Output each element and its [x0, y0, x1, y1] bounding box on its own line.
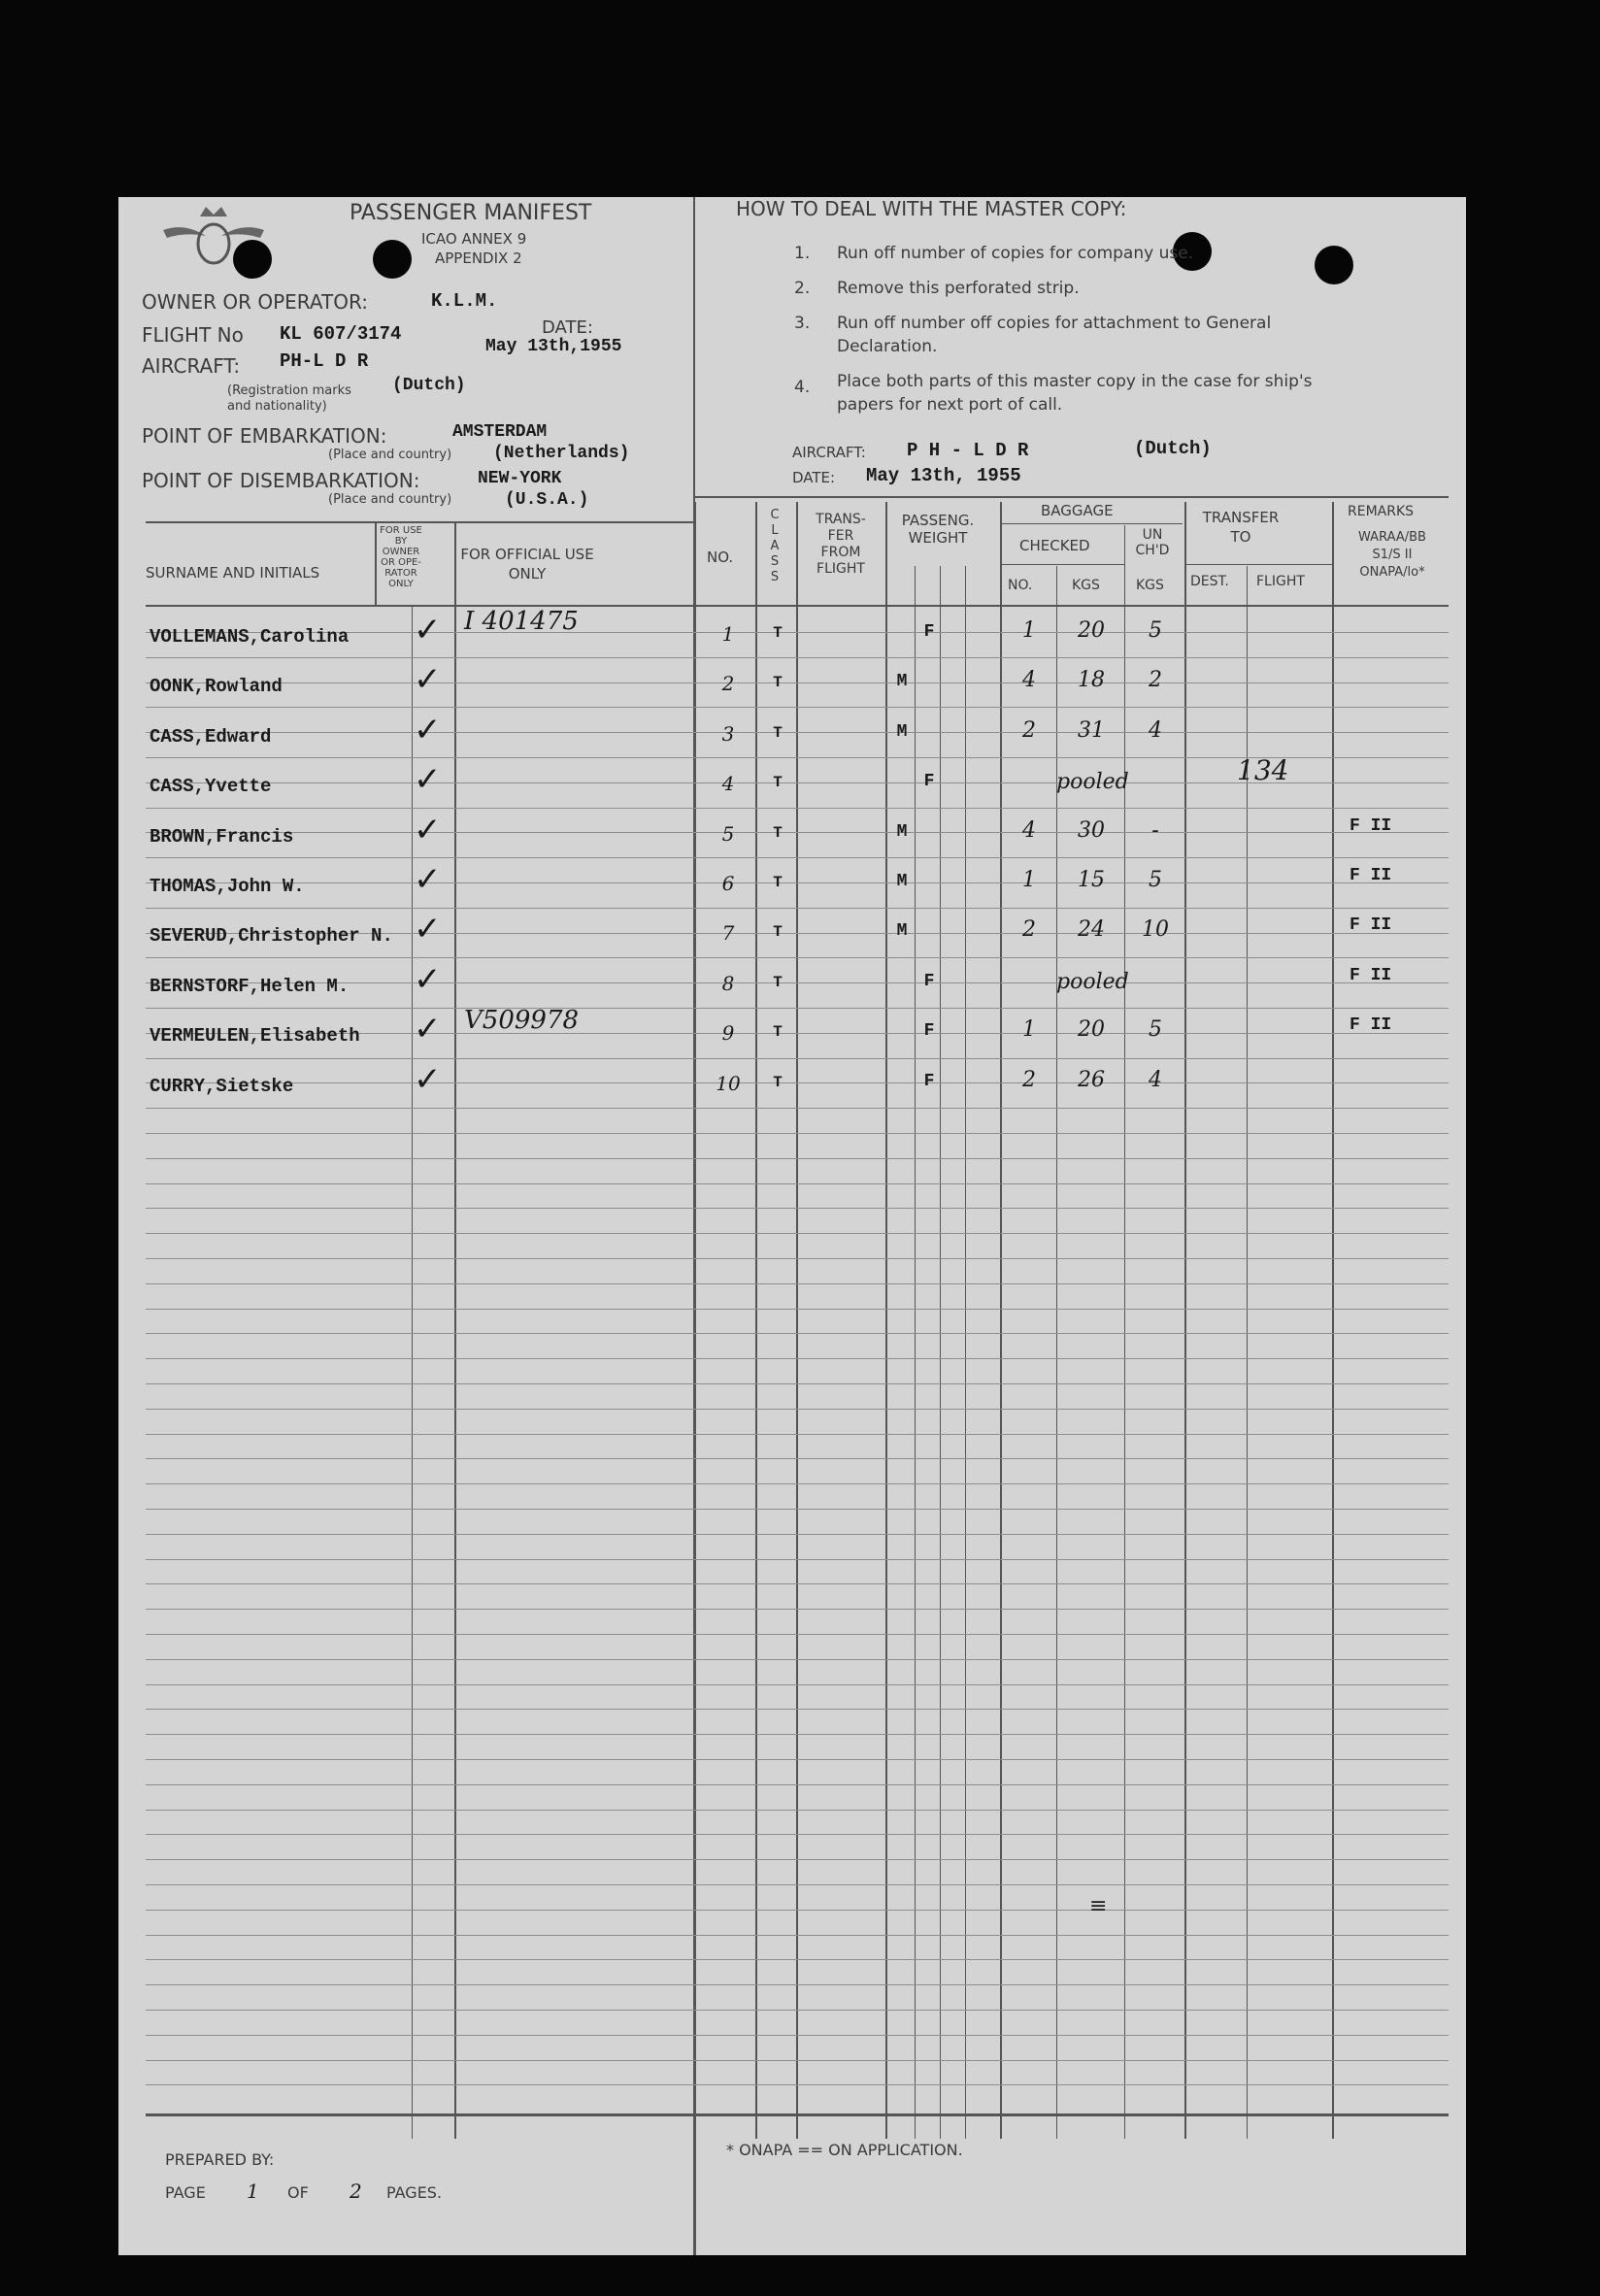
disembark-label: POINT OF DISEMBARKATION:	[142, 469, 420, 492]
disembark-country: (U.S.A.)	[505, 490, 589, 510]
baggage-kgs: 31	[1078, 717, 1105, 743]
remarks-value: F II	[1350, 965, 1392, 985]
col-transfer-from: TRANS- FER FROM FLIGHT	[816, 512, 866, 577]
unchecked-kgs: 5	[1149, 868, 1162, 892]
baggage-count: 2	[1022, 1067, 1036, 1092]
check-mark: ✓	[414, 860, 442, 899]
date-label: DATE:	[542, 317, 593, 338]
aircraft-value: PH-L D R	[280, 350, 369, 372]
passenger-name: OONK,Rowland	[150, 676, 283, 698]
passenger-sex: M	[896, 672, 908, 692]
of-value: 2	[350, 2180, 362, 2203]
row-class: T	[773, 823, 783, 842]
baggage-count: 4	[1022, 668, 1036, 693]
nationality-value: (Dutch)	[392, 376, 466, 395]
row-number: 6	[721, 872, 735, 895]
row-class: T	[773, 874, 783, 891]
baggage-kgs: 15	[1078, 868, 1105, 892]
ruled-line	[146, 1458, 1449, 1459]
baggage-kgs: 24	[1078, 917, 1105, 943]
appendix: APPENDIX 2	[435, 250, 522, 267]
page-label: PAGE	[165, 2183, 206, 2202]
instruction-3-cont: Declaration.	[837, 337, 938, 356]
punch-hole	[373, 240, 412, 279]
ruled-line	[146, 1559, 1449, 1560]
ruled-line	[146, 1358, 1449, 1359]
remarks-value: F II	[1350, 815, 1392, 836]
stray-mark: ≡	[1089, 1894, 1108, 1918]
passenger-name: SEVERUD,Christopher N.	[150, 925, 393, 948]
baggage-header-line	[1002, 523, 1183, 524]
col-unchd-kgs: KGS	[1136, 578, 1164, 593]
ruled-line	[146, 1058, 1449, 1059]
col-kgs: KGS	[1072, 578, 1100, 593]
remarks-value: F II	[1350, 1015, 1392, 1036]
ruled-line	[146, 1935, 1449, 1936]
ruled-line	[146, 2010, 1449, 2011]
passenger-sex: F	[923, 971, 935, 991]
col-line	[885, 502, 887, 2139]
aircraft-label: AIRCRAFT:	[142, 354, 241, 378]
passenger-sex: F	[923, 1071, 935, 1091]
registration-note-1: (Registration marks	[227, 383, 351, 398]
passenger-name: BERNSTORF,Helen M.	[150, 975, 350, 997]
transfer-sub-line	[1186, 564, 1332, 565]
col-line	[693, 502, 696, 2255]
passenger-name: CASS,Yvette	[150, 776, 272, 798]
onapa-note: * ONAPA == ON APPLICATION.	[726, 2141, 963, 2159]
unchecked-kgs: 4	[1149, 717, 1162, 743]
col-line	[796, 502, 798, 2139]
header-bottom-right	[695, 496, 1449, 498]
ruled-line	[146, 832, 1449, 833]
col-line	[965, 566, 966, 2139]
instructions-title: HOW TO DEAL WITH THE MASTER COPY:	[736, 197, 1127, 220]
ruled-line	[146, 2060, 1449, 2061]
passenger-name: THOMAS,John W.	[150, 876, 305, 897]
klm-logo-icon	[155, 203, 272, 271]
baggage-pooled: pooled	[1056, 770, 1129, 795]
embark-country: (Netherlands)	[493, 444, 630, 463]
ruled-line	[146, 882, 1449, 883]
baggage-count: 1	[1022, 618, 1036, 643]
passenger-sex: M	[896, 872, 908, 891]
col-owner-use: FOR USE BY OWNER OR OPE- RATOR ONLY	[380, 525, 422, 589]
baggage-count: 2	[1022, 917, 1036, 943]
row-number: 8	[721, 971, 735, 995]
strip-date-value: May 13th, 1955	[866, 465, 1021, 486]
instruction-4-cont: papers for next port of call.	[837, 395, 1063, 415]
manifest-sheet	[118, 197, 1466, 2255]
owner-label: OWNER OR OPERATOR:	[142, 290, 368, 314]
strip-aircraft-label: AIRCRAFT:	[792, 444, 866, 461]
col-line	[1124, 525, 1125, 2139]
baggage-count: 4	[1022, 817, 1036, 843]
col-line	[454, 521, 456, 2139]
punch-hole	[1315, 246, 1353, 284]
transfer-flight: 134	[1237, 754, 1289, 787]
checked-sub-line	[1002, 564, 1124, 565]
check-mark: ✓	[414, 660, 442, 700]
flight-label: FLIGHT No	[142, 323, 244, 347]
ruled-line	[146, 1659, 1449, 1660]
ruled-line	[146, 1534, 1449, 1535]
registration-note-2: and nationality)	[227, 399, 327, 414]
header-divider	[693, 197, 695, 502]
ruled-line	[146, 857, 1449, 858]
unchecked-kgs: 10	[1142, 917, 1169, 943]
baggage-count: 1	[1022, 1017, 1036, 1043]
ruled-line	[146, 1884, 1449, 1885]
col-remarks-sub: WARAA/BB S1/S II ONAPA/lo*	[1358, 530, 1426, 580]
ruled-line	[146, 908, 1449, 909]
ruled-line	[146, 1283, 1449, 1284]
ruled-line	[146, 732, 1449, 733]
col-line	[375, 521, 377, 605]
instruction-2: Remove this perforated strip.	[837, 279, 1080, 298]
ruled-line	[146, 1108, 1449, 1109]
instruction-1-num: 1.	[794, 244, 811, 263]
page-value: 1	[247, 2180, 259, 2203]
ruled-line	[146, 1383, 1449, 1384]
remarks-value: F II	[1350, 866, 1392, 885]
footer-line	[146, 2113, 1449, 2116]
col-line	[1000, 502, 1002, 2139]
ruled-line	[146, 1409, 1449, 1410]
col-line	[1184, 502, 1186, 2139]
check-mark: ✓	[414, 910, 442, 949]
ruled-line	[146, 1609, 1449, 1610]
ruled-line	[146, 1233, 1449, 1234]
instruction-2-num: 2.	[794, 279, 811, 298]
strip-date-label: DATE:	[792, 469, 836, 486]
col-dest: DEST.	[1190, 574, 1229, 589]
ruled-line	[146, 1634, 1449, 1635]
ruled-line	[146, 1810, 1449, 1811]
col-official: FOR OFFICIAL USE ONLY	[460, 546, 594, 582]
instruction-3: Run off number off copies for attachment to General	[837, 314, 1272, 333]
unchecked-kgs: 2	[1149, 668, 1162, 693]
unchecked-kgs: 5	[1149, 1017, 1162, 1043]
ruled-line	[146, 1008, 1449, 1009]
check-mark: ✓	[414, 760, 442, 800]
passenger-sex: F	[923, 1021, 935, 1042]
row-class: T	[773, 1073, 783, 1091]
baggage-kgs: 20	[1078, 618, 1105, 643]
instruction-1: Run off number of copies for company use.	[837, 244, 1194, 263]
unchecked-kgs: 5	[1149, 618, 1162, 643]
row-class: T	[773, 973, 783, 991]
col-bag-no: NO.	[1008, 578, 1033, 593]
col-line	[1332, 502, 1334, 2139]
row-class: T	[773, 624, 783, 642]
icao-annex: ICAO ANNEX 9	[421, 230, 527, 248]
row-class: T	[773, 723, 783, 742]
col-remarks: REMARKS	[1348, 504, 1415, 519]
row-number: 1	[721, 622, 735, 646]
ruled-line	[146, 1583, 1449, 1584]
row-number: 2	[721, 672, 735, 696]
ruled-line	[146, 1434, 1449, 1435]
ruled-line	[146, 1910, 1449, 1911]
check-mark: ✓	[414, 810, 442, 849]
col-line	[1056, 566, 1057, 2139]
ruled-line	[146, 1984, 1449, 1985]
col-checked: CHECKED	[1019, 537, 1090, 554]
ruled-line	[146, 1684, 1449, 1685]
col-passeng-weight: PASSENG. WEIGHT	[901, 512, 975, 547]
pages-label: PAGES.	[386, 2183, 443, 2202]
embark-label: POINT OF EMBARKATION:	[142, 424, 387, 448]
check-mark: ✓	[414, 1010, 442, 1049]
instruction-4-num: 4.	[794, 378, 811, 397]
ruled-line	[146, 2035, 1449, 2036]
row-number: 4	[721, 772, 735, 796]
strip-aircraft-value: P H - L D R	[907, 440, 1029, 461]
ruled-line	[146, 657, 1449, 658]
baggage-pooled: pooled	[1056, 969, 1129, 994]
ruled-line	[146, 707, 1449, 708]
ruled-line	[146, 1483, 1449, 1484]
owner-value: K.L.M.	[431, 290, 498, 312]
col-line	[940, 566, 941, 2139]
col-surname: SURNAME AND INITIALS	[146, 564, 320, 582]
col-no: NO.	[707, 549, 734, 566]
disembark-note: (Place and country)	[328, 492, 452, 507]
disembark-value: NEW-YORK	[478, 469, 562, 488]
col-baggage: BAGGAGE	[1041, 502, 1114, 519]
col-transfer-to: TRANSFER TO	[1202, 509, 1280, 546]
baggage-kgs: 20	[1078, 1017, 1105, 1043]
check-mark: ✓	[414, 959, 442, 999]
ruled-line	[146, 1333, 1449, 1334]
ruled-line	[146, 1784, 1449, 1785]
passenger-sex: F	[923, 772, 935, 792]
baggage-kgs: 26	[1078, 1067, 1105, 1092]
unchecked-kgs: -	[1151, 817, 1159, 843]
check-mark: ✓	[414, 1059, 442, 1099]
row-number: 7	[721, 921, 735, 946]
passenger-name: CASS,Edward	[150, 725, 272, 748]
ruled-line	[146, 1082, 1449, 1083]
row-number: 10	[716, 1071, 741, 1095]
ruled-line	[146, 1959, 1449, 1960]
baggage-count: 1	[1022, 868, 1036, 892]
passenger-sex: M	[896, 921, 908, 942]
ruled-line	[146, 1258, 1449, 1259]
header-bottom-left	[146, 521, 693, 523]
date-value: May 13th,1955	[485, 337, 622, 356]
row-class: T	[773, 674, 783, 692]
ruled-line	[146, 808, 1449, 809]
row-class: T	[773, 774, 783, 792]
row-class: T	[773, 1023, 783, 1042]
ruled-line	[146, 1834, 1449, 1835]
col-line	[915, 566, 916, 2139]
col-unchd: UN CH'D	[1135, 527, 1170, 558]
baggage-count: 2	[1022, 717, 1036, 743]
check-mark: ✓	[414, 611, 442, 649]
ruled-line	[146, 1158, 1449, 1159]
passenger-name: VERMEULEN,Elisabeth	[150, 1025, 360, 1048]
manifest-title: PASSENGER MANIFEST	[350, 201, 592, 225]
col-line	[755, 502, 757, 2139]
passenger-sex: M	[896, 821, 908, 842]
ruled-line	[146, 1133, 1449, 1134]
remarks-value: F II	[1350, 915, 1392, 936]
ruled-line	[146, 2084, 1449, 2085]
baggage-kgs: 18	[1078, 668, 1105, 693]
embark-value: AMSTERDAM	[452, 422, 548, 442]
instruction-4: Place both parts of this master copy in the case for ship's	[837, 372, 1313, 391]
ruled-line	[146, 1208, 1449, 1209]
instruction-3-num: 3.	[794, 314, 811, 333]
embark-note: (Place and country)	[328, 448, 452, 462]
check-mark: ✓	[414, 710, 442, 749]
row-class: T	[773, 923, 783, 942]
ruled-line	[146, 957, 1449, 958]
ruled-line	[146, 1183, 1449, 1184]
ruled-line	[146, 1509, 1449, 1510]
ruled-line	[146, 1759, 1449, 1760]
ruled-line	[146, 1734, 1449, 1735]
passenger-name: CURRY,Sietske	[150, 1075, 294, 1097]
passenger-sex: F	[923, 622, 935, 642]
official-number: V509978	[464, 1006, 580, 1036]
ruled-line	[146, 682, 1449, 683]
ruled-line	[146, 1709, 1449, 1710]
col-line	[1247, 566, 1248, 2139]
of-label: OF	[287, 2183, 309, 2202]
strip-aircraft-nat: (Dutch)	[1134, 438, 1212, 459]
ruled-line	[146, 1859, 1449, 1860]
passenger-name: VOLLEMANS,Carolina	[150, 626, 350, 648]
unchecked-kgs: 4	[1149, 1067, 1162, 1092]
passenger-name: BROWN,Francis	[150, 825, 294, 848]
flight-value: KL 607/3174	[280, 323, 402, 345]
col-flight: FLIGHT	[1256, 574, 1305, 589]
ruled-line	[146, 1309, 1449, 1310]
passenger-sex: M	[896, 721, 908, 742]
row-number: 9	[721, 1021, 735, 1046]
official-number: I 401475	[464, 607, 579, 636]
row-number: 5	[721, 821, 735, 846]
prepared-by: PREPARED BY:	[165, 2150, 275, 2169]
row-number: 3	[721, 721, 735, 746]
col-class: C L A S S	[770, 508, 780, 584]
baggage-kgs: 30	[1078, 817, 1105, 843]
